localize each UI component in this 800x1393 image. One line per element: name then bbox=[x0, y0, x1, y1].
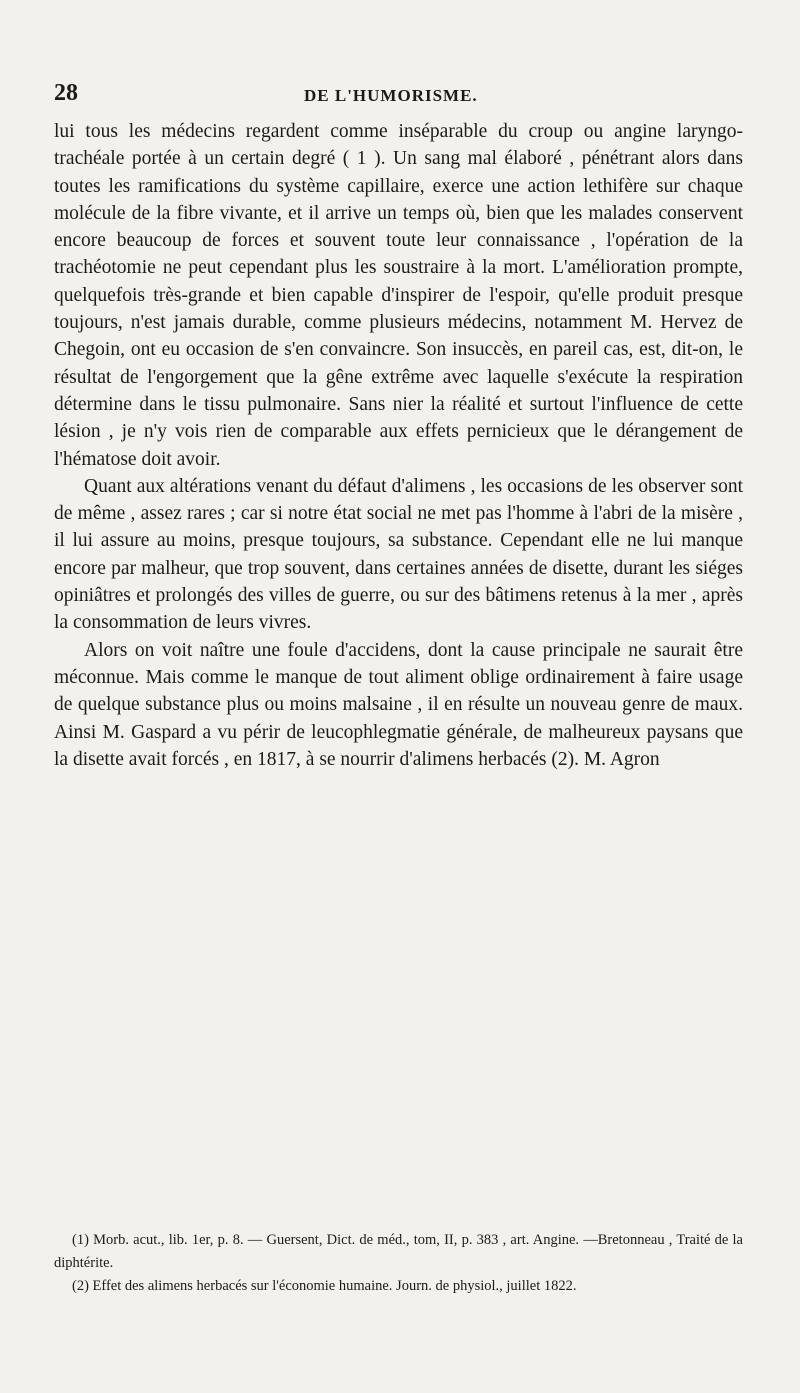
paragraph-accidens: Alors on voit naître une foule d'accidens, dont la cause principale ne saurait être méconnue. Mais comme le manque de tout aliment oblige ordinairement à faire usage de quelque substance plus ou moins malsaine , il en résulte un nouveau genre de maux. Ainsi M. Gaspard a vu périr de leucophlegmatie générale, de malheureux paysans que la disette avait forcés , en 1817, à se nourrir d'alimens herbacés (2). M. Agron bbox=[54, 639, 743, 770]
paragraph-alimens: Quant aux altérations venant du défaut d'alimens , les occasions de les observer sont de même , assez rares ; car si notre état social ne met pas l'homme à l'abri de la misère , il lui assure au moins, presque toujours, sa substance. Cependant elle ne lui manque encore par malheur, que trop souvent, dans certaines années de disette, durant les siéges opiniâtres et prolongés des villes de guerre, ou sur des bâtimens retenus à la mer , après la consommation de leurs vivres. bbox=[54, 475, 743, 634]
footnotes bbox=[54, 1229, 743, 1298]
footnote-2: (2) Effet des alimens herbacés sur l'économie humaine. Journ. de physiol., juillet 1822. bbox=[72, 1278, 577, 1294]
body-text bbox=[54, 118, 743, 773]
paragraph-continuation: lui tous les médecins regardent comme inséparable du croup ou angine laryngo-trachéale portée à un certain degré ( 1 ). Un sang mal élaboré , pénétrant alors dans toutes les ramifications du système capillaire, exerce une action lethifère sur chaque molécule de la fibre vivante, et il arrive un temps où, bien que les malades conservent encore beaucoup de forces et souvent toute leur connaissance , l'opération de la trachéotomie ne peut cependant plus les soustraire à la mort. L'amélioration prompte, quelquefois très-grande et bien capable d'inspirer de l'espoir, qu'elle produit presque toujours, n'est jamais durable, comme plusieurs médecins, notamment M. Hervez de Chegoin, ont eu occasion de s'en convaincre. Son insuccès, en pareil cas, est, dit-on, le résultat de l'engorgement que la gêne extrême avec laquelle s'exécute la respiration détermine dans le tissu pulmonaire. Sans nier la réalité et surtout l'influence de cette lésion , je n'y vois rien de comparable aux effets pernicieux que le dérangement de l'hématose doit avoir. bbox=[54, 121, 743, 470]
running-head bbox=[54, 80, 744, 110]
page-number: 28 bbox=[54, 80, 78, 106]
footnote-1: (1) Morb. acut., lib. 1er, p. 8. — Guersent, Dict. de méd., tom, II, p. 383 , art. Angine. —Bretonneau , Traité de la diphtérite. bbox=[54, 1232, 743, 1271]
running-title: DE L'HUMORISME. bbox=[304, 86, 478, 105]
